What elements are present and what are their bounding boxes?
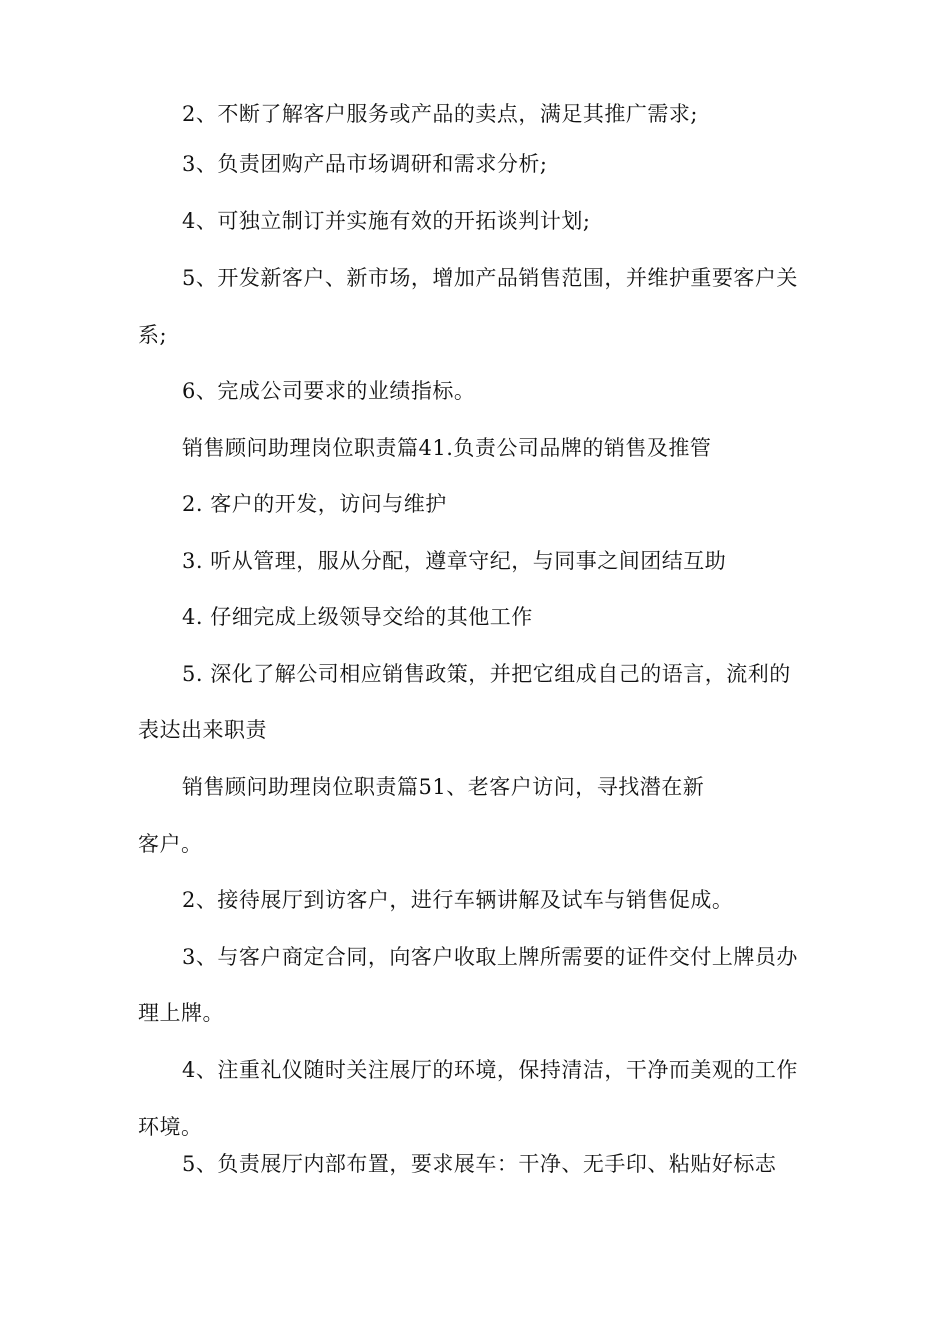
text-line: 5、开发新客户、新市场，增加产品销售范围，并维护重要客户关 <box>182 266 798 290</box>
text-line: 4、可独立制订并实施有效的开拓谈判计划; <box>182 209 591 233</box>
text-line: 2. 客户的开发，访问与维护 <box>182 492 447 516</box>
text-line: 环境。 <box>138 1115 203 1139</box>
text-line: 2、不断了解客户服务或产品的卖点，满足其推广需求; <box>182 102 698 126</box>
text-line: 表达出来职责 <box>138 718 267 742</box>
text-line: 3、负责团购产品市场调研和需求分析; <box>182 152 548 176</box>
text-line: 销售顾问助理岗位职责篇41.负责公司品牌的销售及推管 <box>182 436 712 460</box>
text-line: 4、注重礼仪随时关注展厅的环境，保持清洁，干净而美观的工作 <box>182 1058 798 1082</box>
text-line: 系; <box>138 323 168 347</box>
text-line: 销售顾问助理岗位职责篇51、老客户访问，寻找潜在新 <box>182 775 705 799</box>
text-line: 3、与客户商定合同，向客户收取上牌所需要的证件交付上牌员办 <box>182 945 798 969</box>
text-line: 4. 仔细完成上级领导交给的其他工作 <box>182 605 533 629</box>
text-line: 5、负责展厅内部布置，要求展车：干净、无手印、粘贴好标志 <box>182 1152 777 1176</box>
text-line: 6、完成公司要求的业绩指标。 <box>182 379 476 403</box>
text-line: 3. 听从管理，服从分配，遵章守纪，与同事之间团结互助 <box>182 549 727 573</box>
text-line: 理上牌。 <box>138 1001 224 1025</box>
text-line: 客户。 <box>138 832 203 856</box>
text-line: 5. 深化了解公司相应销售政策，并把它组成自己的语言，流利的 <box>182 662 791 686</box>
text-line: 2、接待展厅到访客户，进行车辆讲解及试车与销售促成。 <box>182 888 734 912</box>
